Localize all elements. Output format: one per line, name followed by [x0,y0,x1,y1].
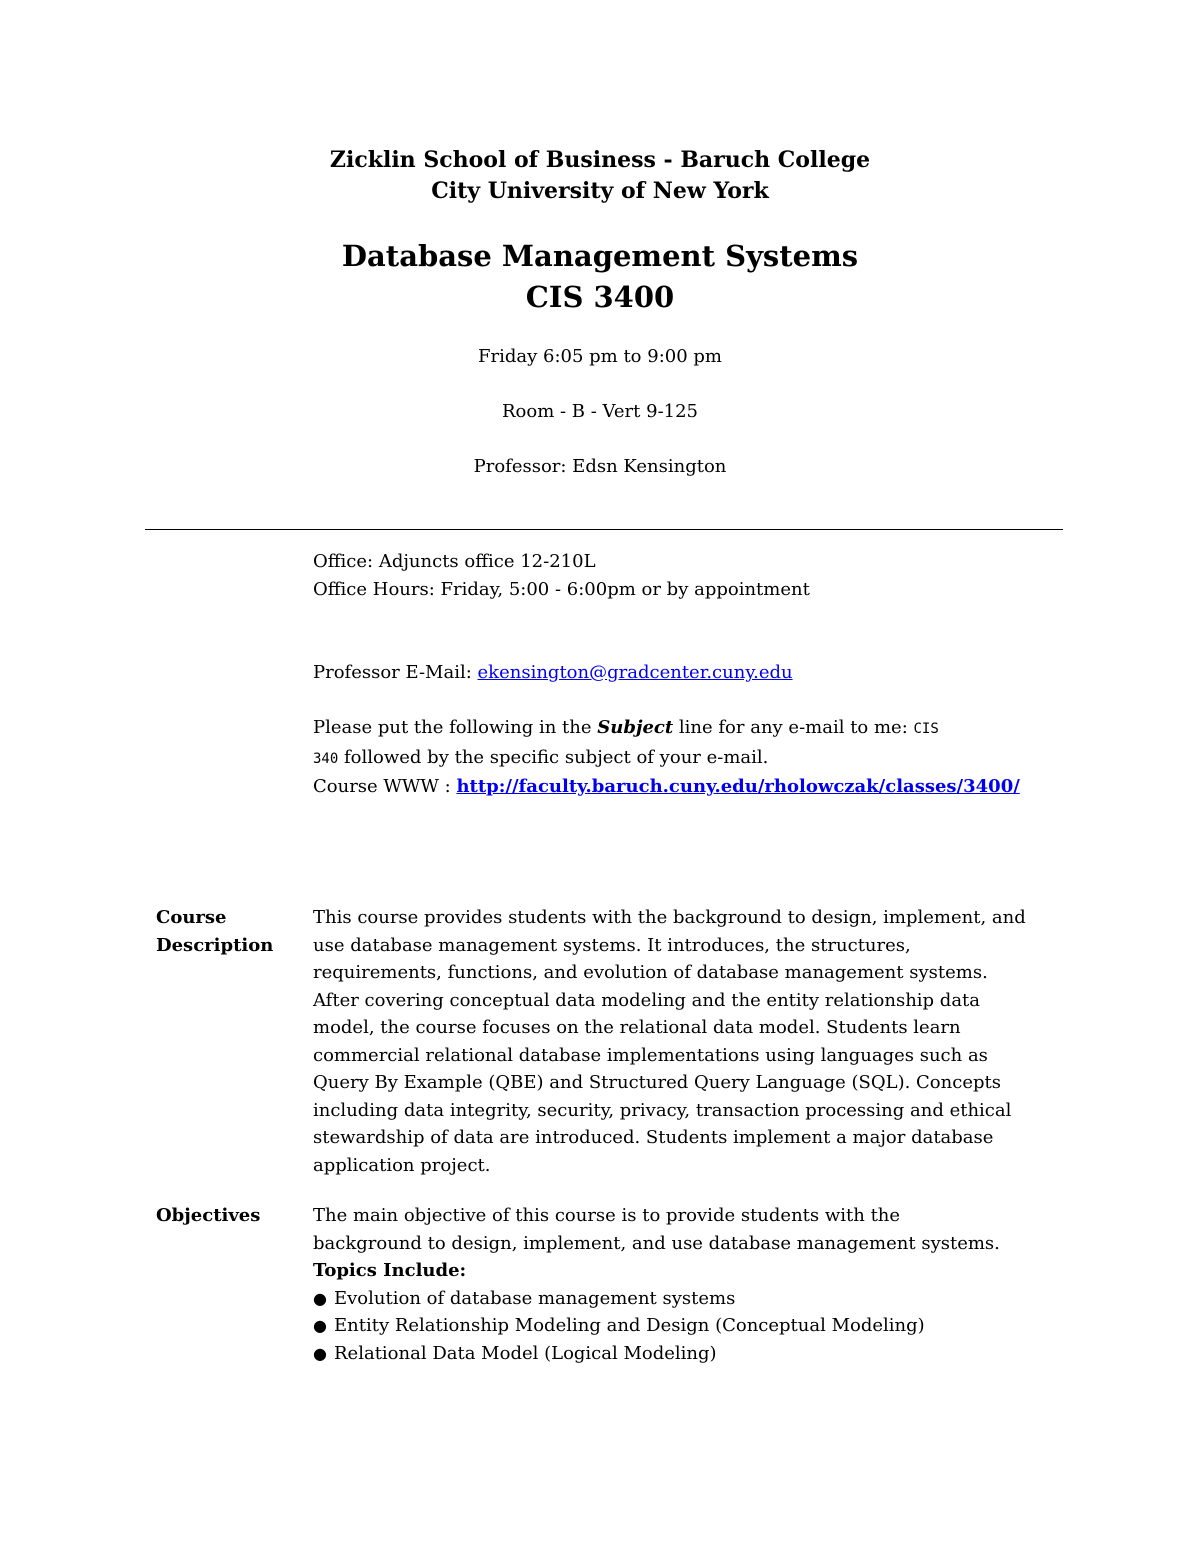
subject-text-mid: line for any e-mail to me: [673,717,914,738]
www-label: Course WWW : [313,776,457,797]
objectives-label: Objectives [156,1205,261,1226]
course-title-block [0,236,1200,318]
bullet-icon: ● [313,1316,327,1335]
list-item [313,1312,1003,1340]
subject-text-pre: Please put the following in the [313,717,598,738]
subject-instructions [313,714,1053,801]
office-hours: Office Hours: Friday, 5:00 - 6:00pm or by appointment [313,578,810,600]
subject-text-post: followed by the specific subject of your e-mail. [338,746,769,768]
email-line [313,659,1053,687]
topics-list [313,1285,1003,1368]
university-name: City University of New York [431,178,769,204]
subject-code-part2: 340 [313,750,339,767]
course-description-label-line2: Description [156,935,274,956]
professor: Professor: Edsn Kensington [473,456,727,477]
course-description-text: This course provides students with the background to design, implement, and use database management systems. It introduces, the structures, requirements, functions, and evolution of database management systems. After covering conceptual data modeling and the entity relationship data model, the course focuses on the relational data model. Students learn commercial relational database implementations using languages such as Query By Example (QBE) and Structured Query Language (SQL). Concepts including data integrity, security, privacy, transaction processing and ethical stewardship of data are introduced. Students implement a major database application project. [313,907,1026,1176]
subject-word: Subject [597,717,674,738]
course-code: CIS 3400 [525,280,675,314]
course-description-label-line1: Course [156,907,227,928]
school-name: Zicklin School of Business - Baruch College [329,147,871,173]
objectives-text: The main objective of this course is to provide students with the background to design, implement, and use database management systems. [313,1205,1000,1254]
office-location: Office: Adjuncts office 12-210L [313,551,596,572]
topic-label: Evolution of database management systems [334,1287,736,1309]
bullet-icon: ● [313,1343,327,1363]
topic-label: Entity Relationship Modeling and Design (Conceptual Modeling) [334,1315,925,1336]
email-label: Professor E-Mail: [313,662,478,683]
list-item [313,1285,1003,1313]
schedule: Friday 6:05 pm to 9:00 pm [478,346,722,367]
bullet-icon: ● [313,1288,327,1308]
subject-code-part1: CIS [913,721,939,737]
horizontal-divider [145,529,1063,530]
office-info [313,548,1053,603]
course-description-label [156,904,306,960]
topic-label: Relational Data Model (Logical Modeling) [334,1342,717,1364]
email-link[interactable]: ekensington@gradcenter.cuny.edu [477,662,793,683]
list-item [313,1340,1003,1368]
objectives-section [313,1202,1003,1367]
school-header [0,145,1200,207]
topics-heading: Topics Include: [313,1260,467,1281]
course-title: Database Management Systems [341,239,859,273]
course-website-link[interactable]: http://faculty.baruch.cuny.edu/rholowczak/classes/3400/ [456,776,1020,797]
room: Room - B - Vert 9-125 [501,401,699,422]
